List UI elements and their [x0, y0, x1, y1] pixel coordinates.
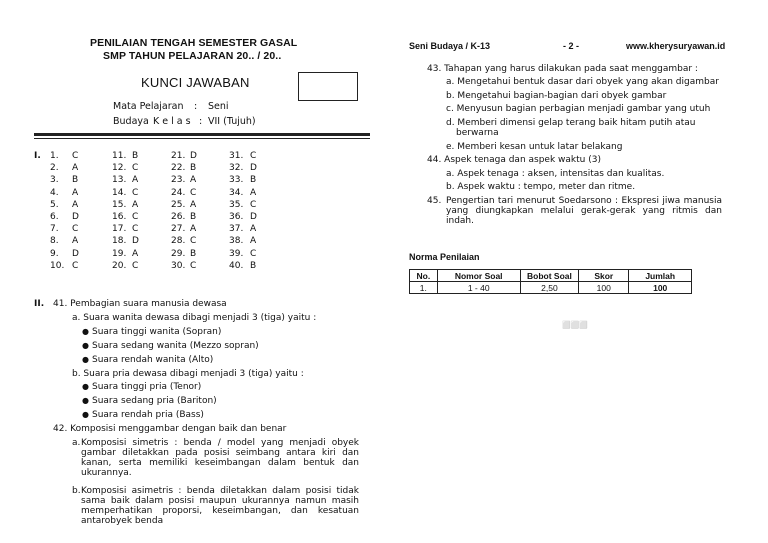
question-42a-label: a. — [72, 438, 81, 448]
answer-letter: A — [190, 175, 197, 186]
answer-letter: C — [190, 236, 197, 247]
answer-number: 5. — [50, 199, 59, 210]
question-41: 41. Pembagian suara manusia dewasa — [53, 299, 227, 309]
cell-jumlah: 100 — [629, 282, 692, 294]
norma-title: Norma Penilaian — [409, 252, 480, 262]
answer-letter: A — [72, 187, 79, 198]
list-item: Suara rendah pria (Bass) — [92, 410, 204, 420]
answer-number: 34. — [229, 187, 244, 198]
kunci-jawaban-heading: KUNCI JAWABAN — [141, 75, 250, 90]
answer-number: 32. — [229, 163, 244, 174]
answer-number: 27. — [171, 224, 186, 235]
list-item: a. Mengetahui bentuk dasar dari obyek yang akan digambar — [446, 77, 719, 87]
answer-number: 40. — [229, 260, 244, 271]
answer-number: 1. — [50, 151, 59, 161]
title-line-1: PENILAIAN TENGAH SEMESTER GASAL — [90, 37, 298, 49]
answer-number: 6. — [50, 212, 59, 222]
col-header-jumlah: Jumlah — [629, 270, 692, 282]
answer-number: 4. — [50, 187, 59, 198]
bullet-icon: ● — [82, 355, 89, 364]
page-number: - 2 - — [563, 41, 580, 51]
question-41a: a. Suara wanita dewasa dibagi menjadi 3 (tiga) yaitu : — [72, 313, 317, 323]
section-2-roman: II. — [34, 299, 45, 309]
answer-letter: C — [132, 260, 139, 271]
answer-letter: C — [250, 151, 257, 161]
table-row — [410, 282, 692, 294]
list-item: Suara rendah wanita (Alto) — [92, 355, 214, 365]
answer-letter: B — [72, 175, 79, 186]
answer-number: 16. — [112, 212, 127, 222]
col-header-nomor-soal: Nomor Soal — [437, 270, 520, 282]
answer-letter: C — [190, 260, 197, 271]
answer-letter: B — [190, 212, 197, 222]
list-item: Suara tinggi wanita (Sopran) — [92, 327, 222, 337]
answer-number: 33. — [229, 175, 244, 186]
answer-number: 22. — [171, 163, 186, 174]
answer-number: 31. — [229, 151, 244, 161]
answer-letter: B — [132, 151, 139, 161]
answer-letter: A — [190, 224, 197, 235]
answer-letter: A — [250, 187, 257, 198]
answer-number: 20. — [112, 260, 127, 271]
answer-number: 37. — [229, 224, 244, 235]
bullet-icon: ● — [82, 327, 89, 336]
answer-letter: C — [132, 187, 139, 198]
cell-no: 1. — [410, 282, 438, 294]
answer-letter: C — [72, 260, 79, 271]
header-rule-thick — [34, 133, 370, 136]
answer-letter: A — [132, 199, 139, 210]
answer-letter: D — [72, 248, 79, 259]
table-header-row — [410, 270, 692, 282]
answer-number: 35. — [229, 199, 244, 210]
answer-letter: C — [190, 187, 197, 198]
list-item: Suara sedang pria (Bariton) — [92, 396, 217, 406]
answer-number: 3. — [50, 175, 59, 186]
question-41b: b. Suara pria dewasa dibagi menjadi 3 (tiga) yaitu : — [72, 369, 304, 379]
bullet-icon: ● — [82, 396, 89, 405]
answer-number: 39. — [229, 248, 244, 259]
answer-letter: C — [72, 151, 79, 161]
answer-letter: A — [190, 199, 197, 210]
answer-letter: C — [132, 163, 139, 174]
list-item: d. Memberi dimensi gelap terang baik hitam putih atau — [446, 118, 696, 128]
list-item-continued: berwarna — [456, 128, 499, 138]
answer-letter: A — [72, 199, 79, 210]
question-42: 42. Komposisi menggambar dengan baik dan benar — [53, 424, 287, 434]
question-42b-text: Komposisi asimetris : benda diletakkan dalam posisi tidak sama baik dalam posisi maupun ukurannya namun masih memperhatikan proporsi, keseimbangan, dan kesatuan antarobyek benda — [81, 486, 359, 526]
cell-nomor-soal: 1 - 40 — [437, 282, 520, 294]
answer-number: 10. — [50, 260, 65, 271]
list-item: b. Mengetahui bagian-bagian dari obyek gambar — [446, 91, 667, 101]
answer-letter: C — [72, 224, 79, 235]
col-header-skor: Skor — [579, 270, 629, 282]
score-box — [298, 72, 358, 101]
answer-number: 8. — [50, 236, 59, 247]
answer-number: 26. — [171, 212, 186, 222]
question-42a-text: Komposisi simetris : benda / model yang menjadi obyek gambar diletakkan pada posisi seimbang antara kiri dan kanan, serta memiliki keseimbangan dalam bentuk dan ukurannya. — [81, 438, 359, 478]
list-item: Suara sedang wanita (Mezzo sopran) — [92, 341, 259, 351]
kelas-colon: : — [199, 116, 203, 127]
answer-letter: D — [250, 212, 257, 222]
answer-number: 13. — [112, 175, 127, 186]
col-header-no: No. — [410, 270, 438, 282]
answer-number: 7. — [50, 224, 59, 235]
answer-letter: A — [132, 248, 139, 259]
answer-number: 24. — [171, 187, 186, 198]
answer-letter: A — [132, 175, 139, 186]
mapel-label: Mata Pelajaran — [113, 101, 184, 112]
answer-letter: B — [190, 248, 197, 259]
col-header-bobot-soal: Bobot Soal — [520, 270, 578, 282]
question-43: 43. Tahapan yang harus dilakukan pada saat menggambar : — [427, 64, 698, 74]
section-1-roman: I. — [34, 151, 41, 161]
bullet-icon: ● — [82, 341, 89, 350]
answer-letter: D — [132, 236, 139, 247]
answer-letter: A — [250, 236, 257, 247]
bullet-icon: ● — [82, 382, 89, 391]
answer-number: 18. — [112, 236, 127, 247]
question-45-text: Pengertian tari menurut Soedarsono : Ekspresi jiwa manusia yang diungkapkan melalui gerak-gerak yang ritmis dan indah. — [446, 196, 722, 226]
answer-letter: C — [132, 212, 139, 222]
answer-number: 28. — [171, 236, 186, 247]
answer-letter: B — [190, 163, 197, 174]
list-item: c. Menyusun bagian perbagian menjadi gambar yang utuh — [446, 104, 711, 114]
title-line-2: SMP TAHUN PELAJARAN 20.. / 20.. — [103, 50, 282, 62]
answer-letter: C — [250, 199, 257, 210]
answer-number: 2. — [50, 163, 59, 174]
question-45-label: 45. — [427, 196, 442, 206]
answer-number: 14. — [112, 187, 127, 198]
answer-number: 38. — [229, 236, 244, 247]
answer-number: 21. — [171, 151, 186, 161]
answer-number: 11. — [112, 151, 127, 161]
end-mark: ⬜⬜⬜ — [562, 321, 589, 329]
cell-skor: 100 — [579, 282, 629, 294]
question-44: 44. Aspek tenaga dan aspek waktu (3) — [427, 155, 601, 165]
list-item: b. Aspek waktu : tempo, meter dan ritme. — [446, 182, 636, 192]
answer-letter: A — [250, 224, 257, 235]
answer-number: 30. — [171, 260, 186, 271]
answer-letter: A — [72, 236, 79, 247]
answer-number: 36. — [229, 212, 244, 222]
answer-number: 29. — [171, 248, 186, 259]
answer-letter: D — [72, 212, 79, 222]
mapel-continued: Budaya — [113, 116, 149, 127]
site-header: www.kherysuryawan.id — [626, 41, 726, 51]
answer-number: 25. — [171, 199, 186, 210]
answer-number: 15. — [112, 199, 127, 210]
answer-letter: C — [132, 224, 139, 235]
answer-letter: D — [190, 151, 197, 161]
list-item: a. Aspek tenaga : aksen, intensitas dan kualitas. — [446, 169, 665, 179]
answer-letter: B — [250, 260, 257, 271]
answer-number: 9. — [50, 248, 59, 259]
answer-letter: A — [72, 163, 79, 174]
subject-header: Seni Budaya / K-13 — [409, 41, 491, 51]
list-item: Suara tinggi pria (Tenor) — [92, 382, 202, 392]
kelas-label: K e l a s — [153, 116, 191, 127]
answer-letter: C — [250, 248, 257, 259]
cell-bobot-soal: 2,50 — [520, 282, 578, 294]
answer-number: 17. — [112, 224, 127, 235]
mapel-colon: : — [194, 101, 198, 112]
bullet-icon: ● — [82, 410, 89, 419]
answer-number: 19. — [112, 248, 127, 259]
answer-letter: B — [250, 175, 257, 186]
list-item: e. Memberi kesan untuk latar belakang — [446, 142, 623, 152]
norma-table — [409, 269, 692, 294]
mapel-value: Seni — [208, 101, 229, 112]
answer-number: 23. — [171, 175, 186, 186]
answer-number: 12. — [112, 163, 127, 174]
kelas-value: VII (Tujuh) — [208, 116, 256, 127]
question-42b-label: b. — [72, 486, 81, 496]
header-rule-thin — [34, 138, 370, 139]
answer-letter: D — [250, 163, 257, 174]
